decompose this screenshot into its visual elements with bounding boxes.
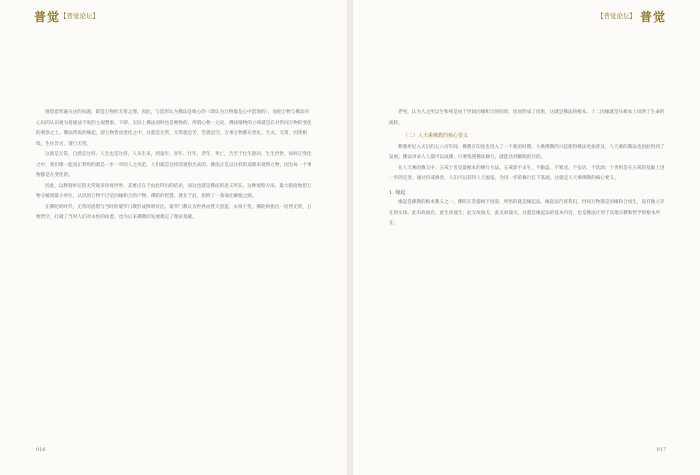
header-tag: 【普觉论坛】 xyxy=(597,12,636,20)
left-page xyxy=(0,0,347,475)
page-number: 017 xyxy=(656,447,666,453)
page-number: 016 xyxy=(36,447,46,453)
section-title: （二）人天乘佛教的核心要义 xyxy=(403,133,469,139)
right-page-body xyxy=(389,108,665,230)
paragraph: 老死，认为人之所以生和死是由于世间因缘和合的结果，因而形成了因果，这就是佛法的根本。十二因缘就是从根本上说明了生命的流转。 xyxy=(389,110,665,126)
paragraph: 释迦牟尼入灭后约五六百年间，佛教在印度也进入了一个新的时期。大乘佛教的兴起使得佛法更加普及，人天乘的教法也因此得到了发展。佛法讲求人人都可以成佛，只要依照佛法修行，就能达到解脱的目的。 xyxy=(389,144,665,160)
subsection-title: 1. 缘起 xyxy=(389,189,406,196)
right-page xyxy=(353,0,700,475)
paragraph: 在佛陀的时代，无常的思想与当时的婆罗门教形成鲜明对比。婆罗门教认为世界由梵天创造，永恒不变。佛陀则指出一切皆无常，万物皆空，打破了当时人们对永恒的执着，也为后来佛教的发展奠定了理论基础。 xyxy=(36,204,312,220)
paragraph: 因此，以释迦牟尼的无常观来审视世界，其要点在于由此得出的结论，而这也就是佛法的意义所在。这种观察方法，最大限度地把万物分解到最小单位，认识到万物不过是因缘和合的产物。佛陀的智慧，就在于此，指明了一条通往解脱之路。 xyxy=(36,183,312,199)
left-page-body xyxy=(36,108,312,224)
paragraph: 这就是无常、自然是这样。人生也是这样，人从生来，到童年、青年、壮年、老年、死亡，乃至于往生轮回，生生世世，如何在变化之中，我们唯一能真正利用的就是一步一步的人之风范，人们就是这样的观察出来的。佛法正是以这样的道理来观察万物，因为每一个事物都是在变化的。 xyxy=(36,152,312,178)
paragraph: 缘起是佛教的根本教义之一。佛陀在菩提树下悟道，所悟的就是缘起法。缘起法告诉我们，世间万物都是因缘和合而生，没有独立存在的实体。此有故彼有，此生故彼生；此无故彼无，此灭故彼灭。这就是缘起法的基本内容，也是佛法区别于其他宗教和哲学的根本所在。 xyxy=(389,200,665,226)
header-logo: 普觉 xyxy=(639,10,666,24)
header-tag: 【普觉论坛】 xyxy=(60,12,99,20)
paragraph: 围绕着普遍关注的问题，即造万物的无常之理。因此，与造形认为佛法是唯心的（即认为万物都是心中造现的），而把万物与佛法对心识的认识视为普通法不度的主观想象。下即，实际上佛法同时也是唯物的，所谓心物一元论，佛法唯物的立场就是在对世间万物的变化的观察之上。佛法所说的缘起，即万物皆由变化之中，这就是无常，无常就是苦，苦就是空。万事万物都在变化、生灭、无常，因果相续，生住异灭，诸行无常。 xyxy=(36,110,312,147)
paragraph: 在人天乘的教义中，五戒十善是最根本的修行方法。五戒即不杀生、不偷盗、不邪淫、不妄语、不饮酒；十善则是在五戒的基础上进一步的完善。通过持戒修善，人们可以获得人天福报，为进一步的修行打下基础。这就是人天乘佛教的核心要义。 xyxy=(389,165,665,181)
header-logo: 普觉 xyxy=(34,10,61,24)
